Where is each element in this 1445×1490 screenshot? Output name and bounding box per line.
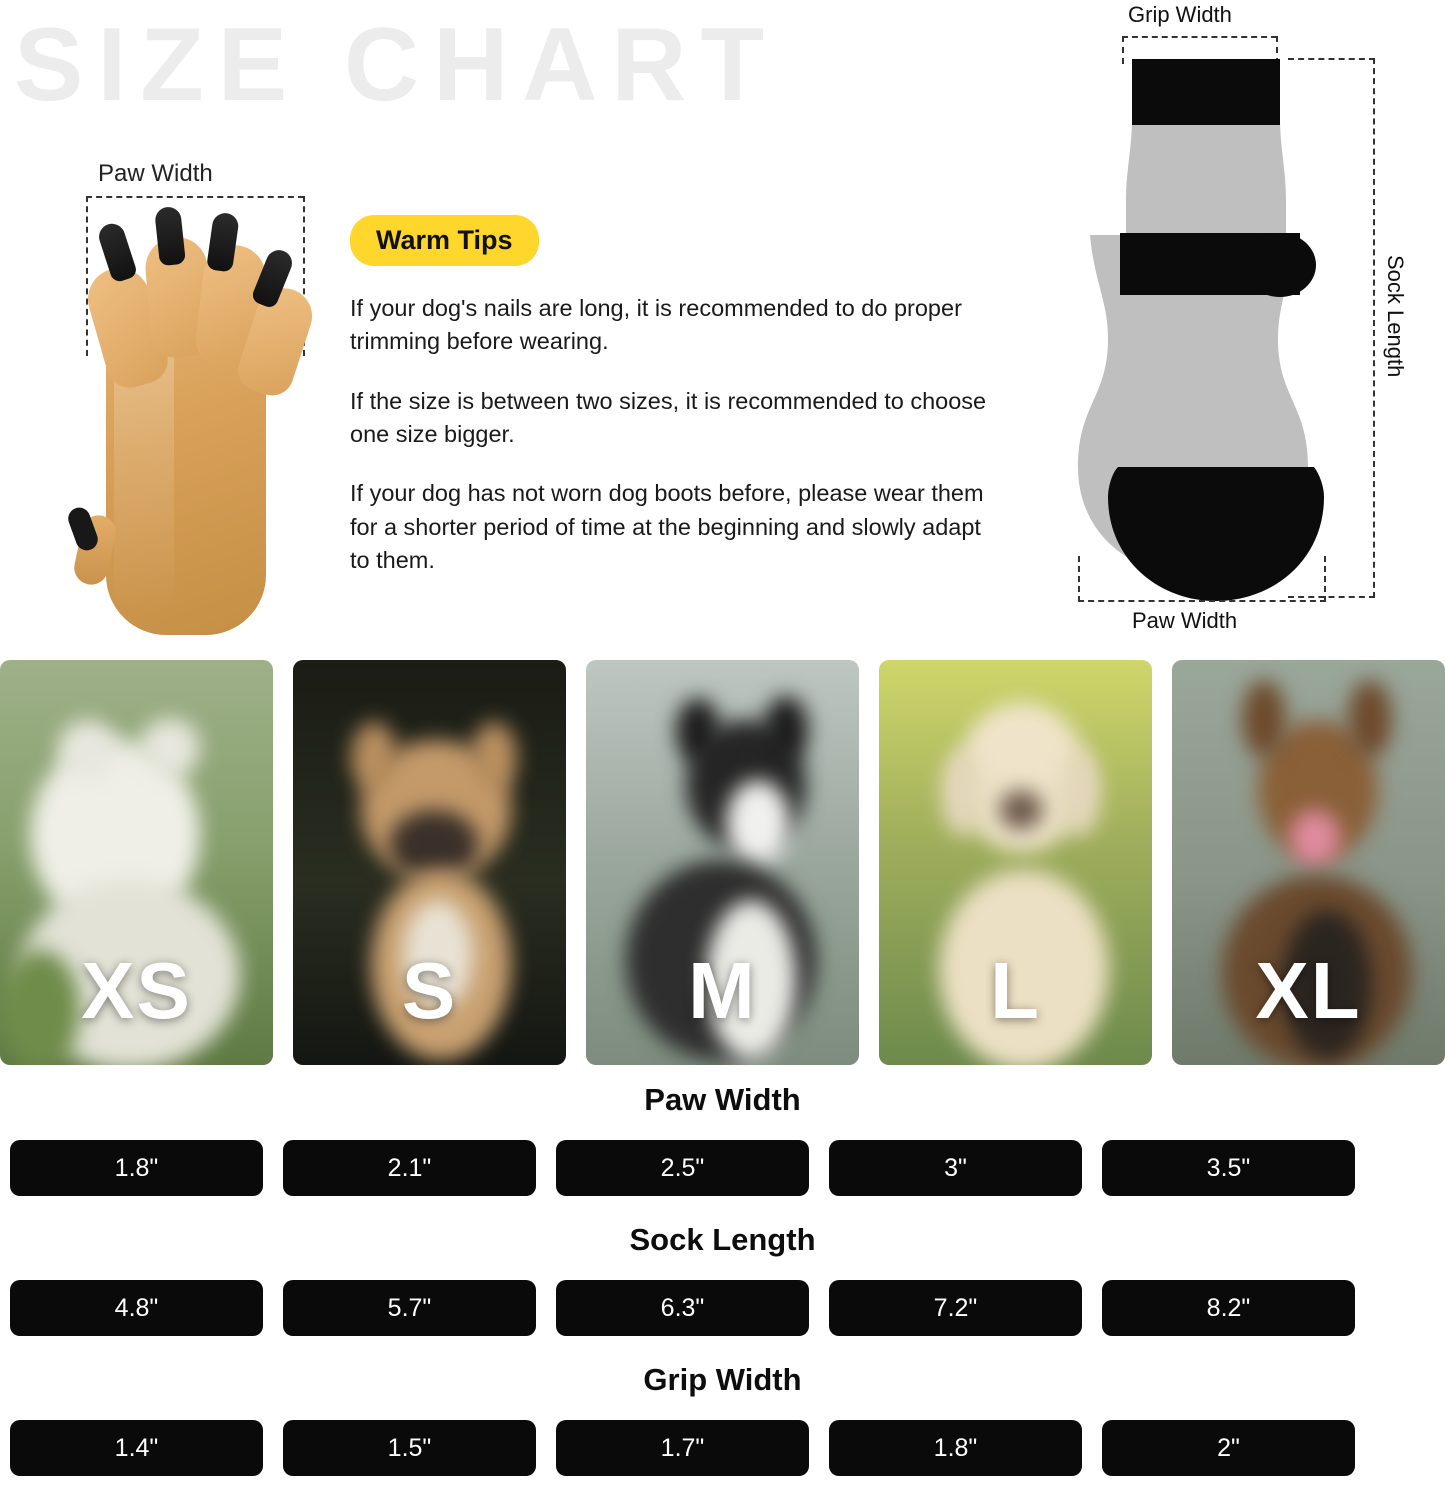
warm-tips-badge: Warm Tips (350, 215, 539, 266)
size-letter: L (990, 946, 1041, 1035)
measurement-value: 1.7" (556, 1420, 809, 1476)
measurement-value: 3.5" (1102, 1140, 1355, 1196)
measurement-value: 1.8" (829, 1420, 1082, 1476)
size-card-l (879, 660, 1152, 1065)
size-letter: XL (1255, 946, 1362, 1035)
measurement-value: 1.4" (10, 1420, 263, 1476)
size-card-s (293, 660, 566, 1065)
warm-tip-text: If the size is between two sizes, it is recommended to choose one size bigger. (350, 387, 987, 448)
paw-width-label: Paw Width (98, 160, 213, 187)
measurement-heading-paw-width: Paw Width (644, 1082, 801, 1117)
sock-length-dimension-line (1373, 58, 1375, 598)
measurement-value: 3" (829, 1140, 1082, 1196)
measurement-value: 1.5" (283, 1420, 536, 1476)
measurement-value: 4.8" (10, 1280, 263, 1336)
size-card-m (586, 660, 859, 1065)
measurement-heading-grip-width: Grip Width (643, 1362, 802, 1397)
boot-paw-width-label: Paw Width (1132, 608, 1238, 633)
boot-paw-width-dimension-line (1078, 600, 1326, 602)
paw-nail (154, 206, 186, 266)
dog-paw-illustration (60, 215, 310, 645)
size-letter: XS (81, 946, 192, 1035)
boot-paw-width-tick-right (1324, 556, 1326, 602)
measurement-value: 6.3" (556, 1280, 809, 1336)
size-card-xl (1172, 660, 1445, 1065)
grip-width-dimension-line (1122, 36, 1277, 38)
warm-tips-block (350, 215, 1010, 578)
sock-length-bottom-line (1288, 596, 1375, 598)
grip-width-label: Grip Width (1128, 2, 1232, 27)
sock-length-top-line (1288, 58, 1375, 60)
paw-width-dimension-line (86, 196, 304, 198)
paw-photo-block (20, 160, 310, 650)
page-title: SIZE CHART (14, 7, 778, 123)
measurement-value: 2.5" (556, 1140, 809, 1196)
measurement-value: 2" (1102, 1420, 1355, 1476)
sock-length-label: Sock Length (1383, 255, 1408, 378)
sock-diagram (1060, 0, 1445, 660)
measurement-value: 7.2" (829, 1280, 1082, 1336)
warm-tip-text: If your dog has not worn dog boots before, please wear them for a shorter period of time at the beginning and slowly adapt to them. (350, 480, 984, 574)
boot-paw-width-tick-left (1078, 556, 1080, 602)
size-card-xs (0, 660, 273, 1065)
size-letter: S (401, 946, 458, 1035)
measurement-value: 8.2" (1102, 1280, 1355, 1336)
measurement-value: 5.7" (283, 1280, 536, 1336)
size-letter: M (688, 946, 757, 1035)
measurement-heading-sock-length: Sock Length (629, 1222, 816, 1257)
measurement-row-grip-width (10, 1420, 1435, 1476)
measurement-row-sock-length (10, 1280, 1435, 1336)
measurement-value: 2.1" (283, 1140, 536, 1196)
measurement-value: 1.8" (10, 1140, 263, 1196)
warm-tip-text: If your dog's nails are long, it is recommended to do proper trimming before wearing. (350, 295, 962, 355)
measurement-row-paw-width (10, 1140, 1435, 1196)
size-photo-row (0, 660, 1445, 1070)
dog-boot-illustration (1070, 45, 1370, 615)
